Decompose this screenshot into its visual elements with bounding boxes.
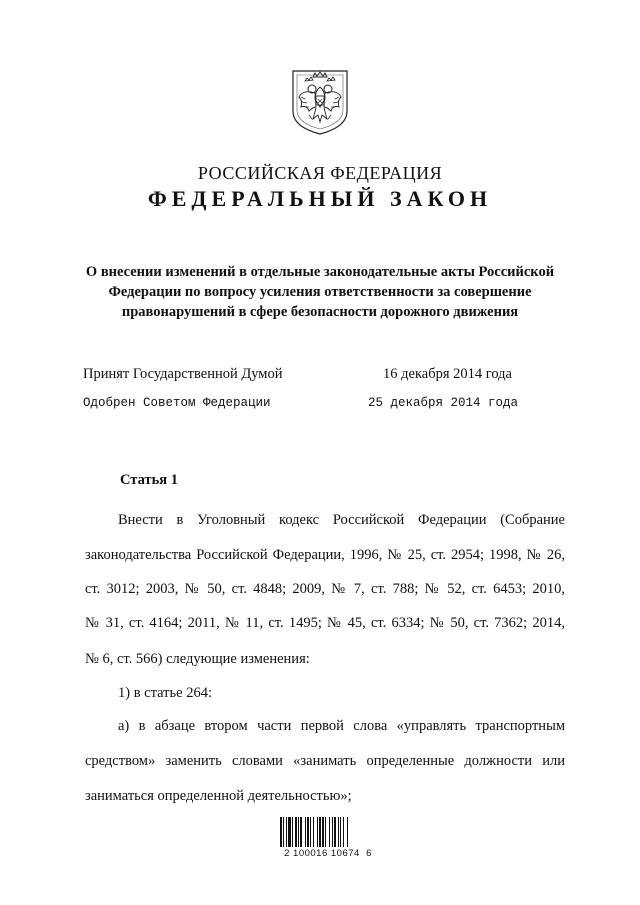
article-text-line: 1) в статье 264:	[118, 685, 212, 701]
adoption-duma-date: 16 декабря 2014 года	[383, 366, 512, 382]
article-text-line: № 31, ст. 4164; 2011, № 11, ст. 1495; № 45, ст. 6334; № 50, ст. 7362; 2014,	[85, 615, 565, 631]
adoption-council-label: Одобрен Советом Федерации	[83, 396, 271, 410]
article-text-line: законодательства Российской Федерации, 1996, № 25, ст. 2954; 1998, № 26,	[85, 547, 565, 563]
article-text-line: ст. 3012; 2003, № 50, ст. 4848; 2009, № 7, ст. 788; № 52, ст. 6453; 2010,	[85, 581, 565, 597]
coat-of-arms-icon	[285, 67, 355, 137]
country-name: РОССИЙСКАЯ ФЕДЕРАЦИЯ	[197, 163, 443, 183]
law-title-line: О внесении изменений в отдельные законодательные акты Российской	[85, 264, 555, 280]
article-text-line: а) в абзаце втором части первой слова «управлять транспортным	[118, 718, 565, 734]
adoption-duma-label: Принят Государственной Думой	[83, 366, 283, 382]
coat-of-arms-emblem	[285, 67, 355, 137]
law-title	[70, 262, 570, 322]
barcode	[278, 817, 378, 859]
barcode-icon	[278, 817, 378, 847]
article-text-line: заниматься определенной деятельностью»;	[85, 788, 352, 804]
article-heading: Статья 1	[120, 472, 178, 488]
article-text-line: Внести в Уголовный кодекс Российской Федерации (Собрание	[118, 512, 565, 528]
adoption-council-date: 25 декабря 2014 года	[368, 396, 519, 410]
document-type: ФЕДЕРАЛЬНЫЙ ЗАКОН	[147, 186, 493, 211]
barcode-number: 2 100016 10674 6	[284, 848, 372, 859]
article-text-line: средством» заменить словами «занимать определенные должности или	[85, 753, 565, 769]
law-title-line: Федерации по вопросу усиления ответственности за совершение	[108, 284, 532, 300]
law-title-line: правонарушений в сфере безопасности дорожного движения	[121, 304, 519, 320]
article-text-line: № 6, ст. 566) следующие изменения:	[85, 651, 310, 667]
